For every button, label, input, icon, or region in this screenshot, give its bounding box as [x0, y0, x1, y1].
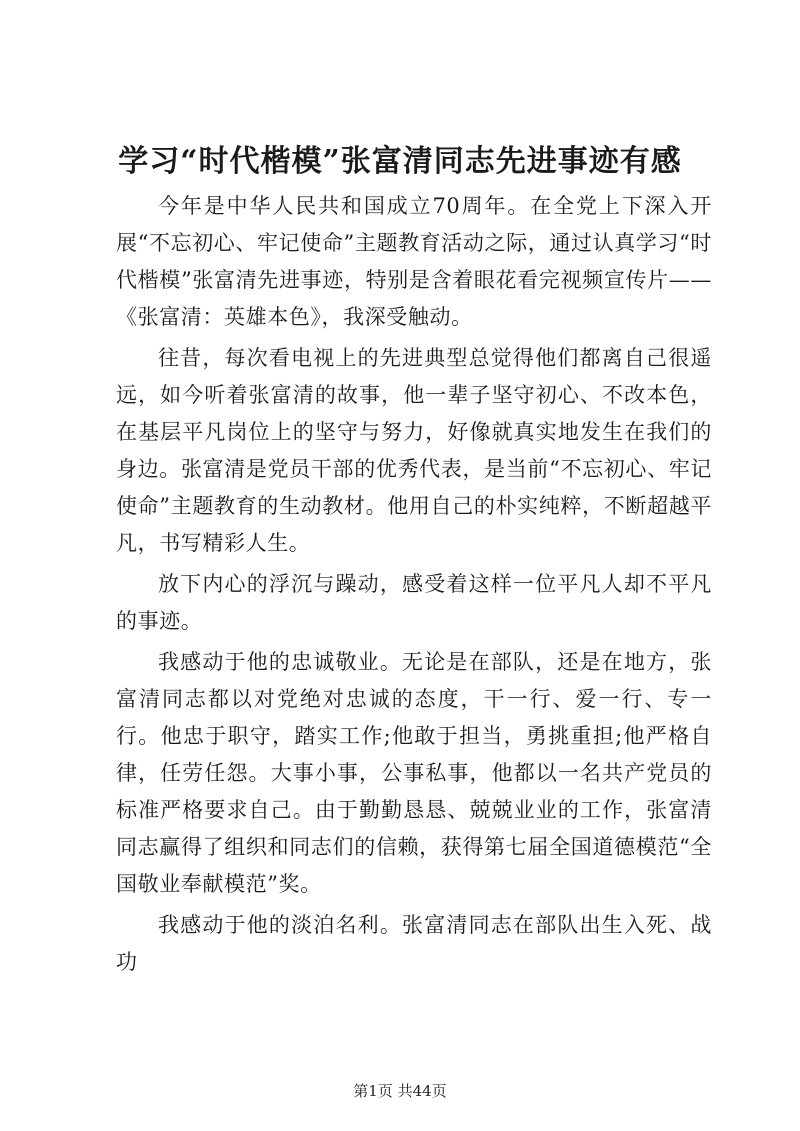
document-title: 学习“时代楷模”张富清同志先进事迹有感	[118, 144, 682, 179]
page-number-footer: 第1页 共44页	[353, 1082, 447, 1100]
document-body	[116, 188, 712, 985]
paragraph: 往昔，每次看电视上的先进典型总觉得他们都离自己很遥远，如今听着张富清的故事，他一辈子坚守初心、不改本色，在基层平凡岗位上的坚守与努力，好像就真实地发生在我们的身边。张富清是党员干部的优秀代表，是当前“不忘初心、牢记使命”主题教育的生动教材。他用自己的朴实纯粹，不断超越平凡，书写精彩人生。	[116, 346, 712, 555]
paragraph: 我感动于他的忠诚敬业。无论是在部队，还是在地方，张富清同志都以对党绝对忠诚的态度，干一行、爱一行、专一行。他忠于职守，踏实工作;他敢于担当，勇挑重担;他严格自律，任劳任怨。大事小事，公事私事，他都以一名共产党员的标准严格要求自己。由于勤勤恳恳、兢兢业业的工作，张富清同志赢得了组织和同志们的信赖，获得第七届全国道德模范“全国敬业奉献模范”奖。	[116, 650, 712, 896]
paragraph: 放下内心的浮沉与躁动，感受着这样一位平凡人却不平凡的事迹。	[116, 572, 712, 633]
paragraph: 今年是中华人民共和国成立70周年。在全党上下深入开展“不忘初心、牢记使命”主题教育活动之际，通过认真学习“时代楷模”张富清先进事迹，特别是含着眼花看完视频宣传片——《张富清：英雄本色》，我深受触动。	[116, 194, 712, 329]
paragraph: 我感动于他的淡泊名利。张富清同志在部队出生入死、战功	[116, 913, 712, 974]
